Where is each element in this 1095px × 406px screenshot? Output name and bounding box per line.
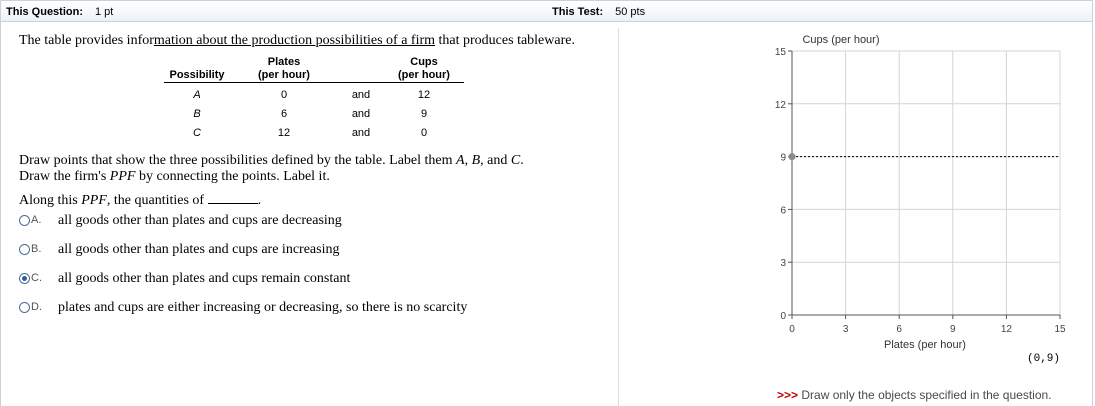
intro-text-2: that produces tableware. bbox=[435, 33, 575, 48]
option-a[interactable] bbox=[19, 213, 419, 231]
coordinate-readout: (0,9) bbox=[1027, 353, 1061, 365]
intro-text-underlined: mation about the production possibilities of a firm bbox=[153, 33, 436, 48]
x-tick-label: 6 bbox=[896, 324, 902, 335]
instruction-text: by connecting the points. Label it. bbox=[135, 169, 330, 184]
stem-text: , the quantities of bbox=[106, 193, 205, 208]
instruction-text: Draw the firm's bbox=[19, 169, 110, 184]
test-label: This Test: bbox=[552, 6, 604, 18]
instruction-note bbox=[777, 388, 1052, 402]
cell-plates: 6 bbox=[280, 107, 288, 120]
header-cups-line1: Cups bbox=[410, 56, 438, 68]
question-stem bbox=[19, 192, 261, 209]
graph-grid bbox=[792, 51, 1060, 315]
stem-text: Along this bbox=[19, 193, 82, 208]
option-text: all goods other than plates and cups remain constant bbox=[58, 271, 351, 286]
question-points bbox=[6, 6, 113, 18]
label-b: B bbox=[471, 153, 481, 168]
x-tick-label: 15 bbox=[1054, 324, 1066, 335]
y-tick-label: 0 bbox=[780, 311, 786, 322]
option-text: all goods other than plates and cups are decreasing bbox=[58, 213, 342, 228]
x-axis-title: Plates (per hour) bbox=[884, 339, 966, 351]
ppf-term: PPF bbox=[81, 193, 107, 208]
radio-a[interactable] bbox=[19, 215, 30, 226]
y-axis-title: Cups (per hour) bbox=[802, 34, 880, 46]
option-c[interactable] bbox=[19, 271, 419, 289]
question-header-bar bbox=[0, 0, 1093, 22]
instruction-text: Draw points that show the three possibilities defined by the table. Label them bbox=[19, 153, 457, 168]
x-tick-label: 9 bbox=[950, 324, 956, 335]
graph-canvas[interactable] bbox=[745, 28, 1075, 358]
question-label: This Question: bbox=[6, 6, 83, 18]
instructions bbox=[19, 153, 524, 185]
instruction-text: . bbox=[520, 153, 524, 168]
table-row bbox=[164, 123, 464, 142]
plotted-point[interactable] bbox=[789, 153, 796, 160]
label-a: A bbox=[456, 153, 465, 168]
note-text: Draw only the objects specified in the question. bbox=[798, 388, 1052, 402]
instruction-text: , bbox=[464, 153, 472, 168]
radio-b[interactable] bbox=[19, 244, 30, 255]
radio-c-selected[interactable] bbox=[19, 273, 30, 284]
cell-and: and bbox=[351, 88, 371, 101]
cell-cups: 0 bbox=[420, 126, 428, 139]
table-row bbox=[164, 104, 464, 123]
option-letter: D. bbox=[31, 301, 42, 313]
cell-and: and bbox=[351, 126, 371, 139]
option-b[interactable] bbox=[19, 242, 419, 260]
option-text: all goods other than plates and cups are increasing bbox=[58, 242, 340, 257]
table-row bbox=[164, 83, 464, 105]
option-d[interactable] bbox=[19, 300, 539, 318]
header-cups-line2: (per hour) bbox=[398, 69, 450, 81]
cell-plates: 0 bbox=[280, 88, 288, 101]
pane-divider bbox=[618, 28, 619, 406]
cell-plates: 12 bbox=[277, 126, 291, 139]
question-intro bbox=[19, 33, 575, 49]
radio-d[interactable] bbox=[19, 302, 30, 313]
note-arrows: >>> bbox=[777, 388, 799, 402]
header-blank bbox=[338, 56, 384, 83]
header-plates-line2: (per hour) bbox=[258, 69, 310, 81]
instruction-line-1 bbox=[19, 153, 524, 169]
y-tick-label: 12 bbox=[774, 99, 786, 111]
ppf-term: PPF bbox=[109, 169, 136, 184]
cell-cups: 9 bbox=[420, 107, 428, 120]
graph-ticks bbox=[775, 47, 1066, 335]
y-tick-label: 6 bbox=[780, 205, 786, 217]
intro-text-1: The table provides infor bbox=[19, 33, 154, 48]
x-tick-label: 0 bbox=[789, 324, 795, 335]
production-table bbox=[164, 56, 464, 142]
option-letter: A. bbox=[31, 214, 42, 226]
header-possibility: Possibility bbox=[169, 69, 225, 81]
label-c: C bbox=[510, 153, 521, 168]
option-text: plates and cups are either increasing or decreasing, so there is no scarcity bbox=[58, 300, 468, 315]
x-tick-label: 3 bbox=[842, 324, 849, 335]
y-tick-label: 3 bbox=[780, 258, 786, 270]
instruction-line-2 bbox=[19, 169, 524, 185]
option-letter: B. bbox=[31, 243, 42, 255]
cell-possibility: C bbox=[193, 126, 201, 139]
cell-cups: 12 bbox=[417, 88, 431, 101]
x-tick-label: 12 bbox=[1000, 324, 1012, 335]
question-value: 1 pt bbox=[95, 6, 114, 18]
option-letter: C. bbox=[31, 272, 42, 284]
graph-axes bbox=[792, 51, 1060, 315]
instruction-text: , and bbox=[480, 153, 511, 168]
test-value: 50 pts bbox=[615, 6, 646, 18]
cell-possibility: B bbox=[193, 107, 201, 120]
test-points bbox=[552, 6, 645, 18]
y-tick-label: 15 bbox=[774, 47, 786, 58]
header-plates bbox=[230, 56, 338, 83]
answer-blank bbox=[208, 192, 258, 204]
header-cups bbox=[384, 56, 464, 83]
cell-and: and bbox=[351, 107, 371, 120]
stem-text: . bbox=[257, 193, 262, 208]
cell-possibility: A bbox=[193, 88, 201, 101]
y-tick-label: 9 bbox=[780, 152, 786, 164]
header-plates-line1: Plates bbox=[267, 56, 301, 68]
